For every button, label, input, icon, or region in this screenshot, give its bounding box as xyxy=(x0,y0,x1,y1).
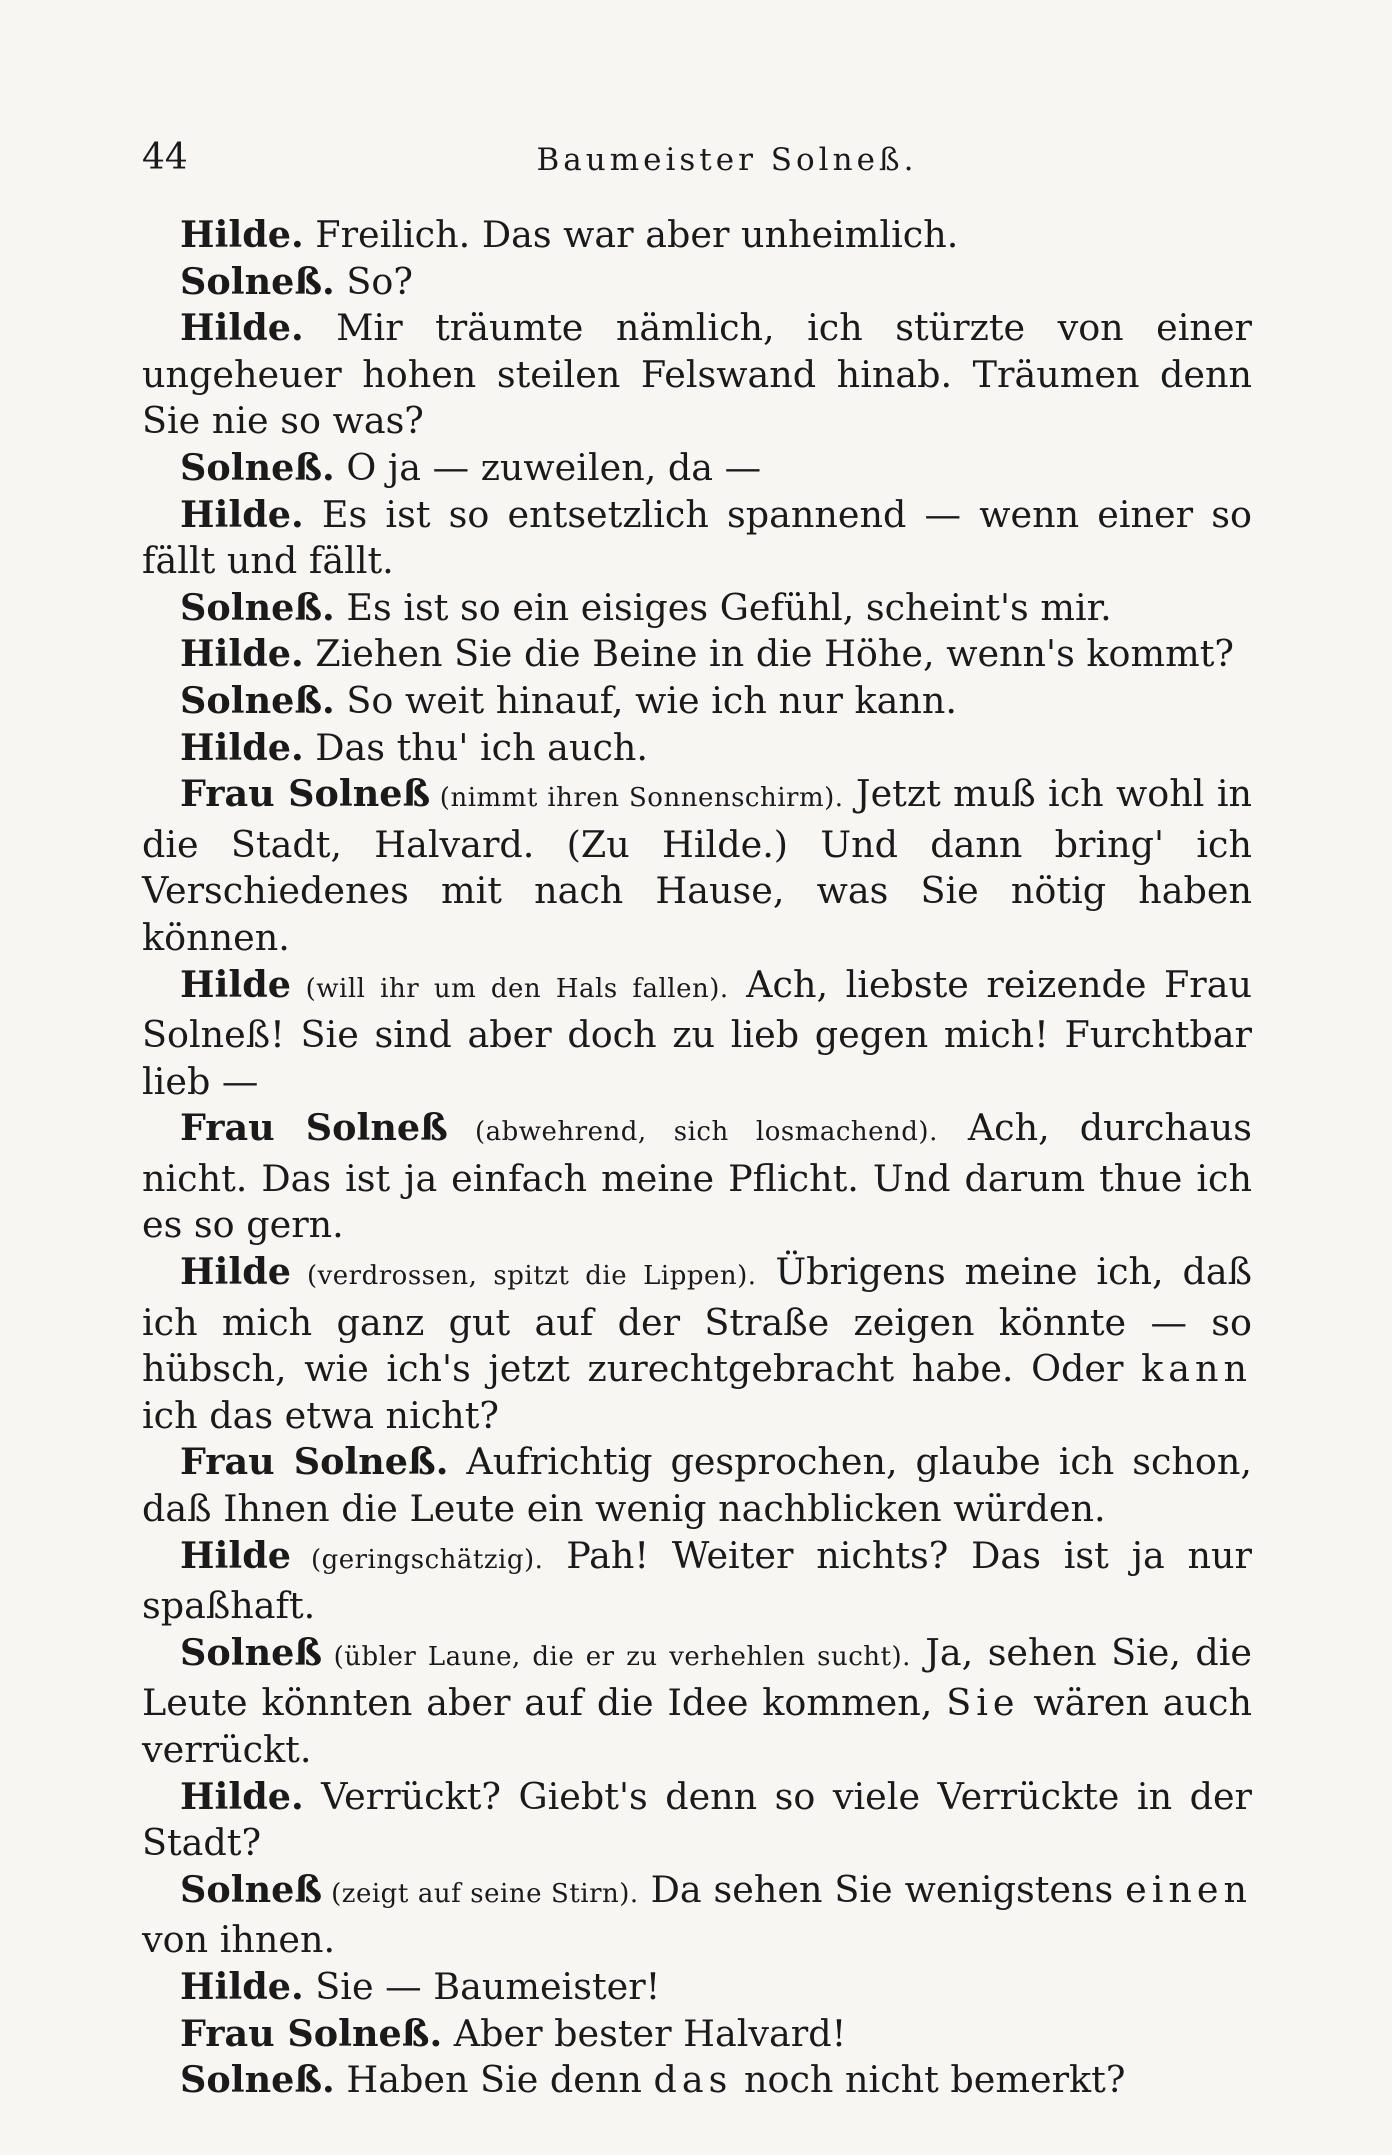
speech-text: Sie — Baumeister! xyxy=(303,1964,661,2008)
dialogue-paragraph xyxy=(142,631,1252,678)
dialogue-paragraph xyxy=(142,1964,1252,2011)
speech-text: Übrigens meine ich, daß ich mich ganz gut auf der Straße zeigen könnte — so hübsch, wie ich's jetzt zurechtgebracht habe. Oder xyxy=(142,1250,1252,1391)
dialogue-paragraph xyxy=(142,445,1252,492)
speech-text: Es ist so ein eisiges Gefühl, scheint's mir. xyxy=(334,585,1112,629)
speech-text: noch nicht bemerkt? xyxy=(732,2058,1126,2102)
speaker-name: Hilde xyxy=(180,1533,291,1577)
speech-text: von ihnen. xyxy=(142,1918,336,1962)
speaker-name: Hilde. xyxy=(180,632,304,676)
dialogue-paragraph xyxy=(142,1105,1252,1249)
running-title: Baumeister Solneß. xyxy=(536,142,918,178)
stage-direction: (zeigt auf seine Stirn). xyxy=(322,1878,639,1909)
dialogue-paragraph xyxy=(142,1774,1252,1867)
speech-text: Aufrichtig gesprochen, glaube ich schon, daß Ihnen die Leute ein wenig nachblicken würden. xyxy=(142,1440,1252,1531)
speech-text: Ach, liebste reizende Frau Solneß! Sie sind aber doch zu lieb gegen mich! Furchtbar lieb — xyxy=(142,962,1252,1103)
speaker-name: Solneß. xyxy=(180,678,335,722)
speech-text: wären auch verrückt. xyxy=(142,1681,1252,1771)
speech-text: Freilich. Das war aber unheimlich. xyxy=(303,213,959,256)
speech-text: Ja, sehen Sie, die Leute könnten aber auf die Idee kommen, xyxy=(142,1630,1253,1725)
dialogue-paragraph xyxy=(142,1630,1252,1774)
speaker-name: Solneß xyxy=(180,1867,323,1911)
speech-text: O ja — zuweilen, da — xyxy=(334,445,762,489)
stage-direction: (verdrossen, spitzt die Lippen). xyxy=(290,1261,757,1292)
dialogue-paragraph xyxy=(142,585,1252,632)
speaker-name: Frau Solneß. xyxy=(180,2011,443,2055)
speech-text: ich das etwa nicht? xyxy=(142,1393,499,1437)
speech-text: Ziehen Sie die Beine in die Höhe, wenn's kommt? xyxy=(303,632,1234,676)
speaker-name: Solneß. xyxy=(180,585,335,629)
speech-text: Pah! Weiter nichts? Das ist ja nur spaßhaft. xyxy=(142,1533,1252,1628)
dialogue-paragraph xyxy=(142,259,1252,306)
speaker-name: Solneß. xyxy=(180,2058,335,2102)
speaker-name: Hilde. xyxy=(180,492,304,536)
speaker-name: Solneß. xyxy=(180,445,335,489)
emphasized-word: kann xyxy=(1141,1347,1252,1391)
speech-text: So weit hinauf, wie ich nur kann. xyxy=(334,678,958,722)
stage-direction: (geringschätzig). xyxy=(290,1544,544,1575)
speech-text: Das thu' ich auch. xyxy=(303,725,648,769)
speaker-name: Hilde. xyxy=(180,725,304,769)
dialogue-paragraph xyxy=(142,1867,1252,1964)
speech-text: Haben Sie denn xyxy=(334,2058,654,2102)
speaker-name: Solneß. xyxy=(180,259,335,303)
speech-text: Jetzt muß ich wohl in die Stadt, Halvard. (Zu Hilde.) Und dann bring' ich Verschiedenes mit nach Hause, was Sie nötig haben können. xyxy=(142,772,1252,959)
speech-text: Aber bester Halvard! xyxy=(442,2011,847,2055)
speaker-name: Frau Solneß. xyxy=(180,1440,449,1484)
speaker-name: Frau Solneß xyxy=(180,1106,448,1150)
speech-text: Verrückt? Giebt's denn so viele Verrückte in der Stadt? xyxy=(142,1774,1252,1865)
emphasized-word: Sie xyxy=(946,1681,1020,1725)
dialogue-paragraph xyxy=(142,492,1252,585)
stage-direction: (übler Laune, die er zu verhehlen sucht). xyxy=(322,1641,911,1672)
dialogue-paragraph xyxy=(142,212,1252,259)
speaker-name: Hilde xyxy=(180,962,291,1006)
dialogue-paragraph xyxy=(142,1533,1252,1630)
speaker-name: Hilde xyxy=(180,1250,291,1294)
speaker-name: Solneß xyxy=(180,1630,323,1674)
stage-direction: (will ihr um den Hals fallen). xyxy=(290,973,729,1004)
page-number: 44 xyxy=(142,137,188,178)
speech-text: So? xyxy=(334,259,413,303)
speaker-name: Hilde. xyxy=(180,213,304,256)
emphasized-word: einen xyxy=(1125,1867,1252,1911)
speech-text: Da sehen Sie wenigstens xyxy=(638,1867,1126,1911)
play-text xyxy=(142,212,1252,2104)
dialogue-paragraph xyxy=(142,2057,1252,2104)
speaker-name: Hilde. xyxy=(180,306,304,350)
stage-direction: (abwehrend, sich losmachend). xyxy=(447,1117,938,1148)
speaker-name: Frau Solneß xyxy=(180,772,431,816)
dialogue-paragraph xyxy=(142,771,1252,961)
page-header xyxy=(142,138,1252,188)
dialogue-paragraph xyxy=(142,678,1252,725)
speaker-name: Hilde. xyxy=(180,1964,304,2008)
dialogue-paragraph xyxy=(142,1439,1252,1532)
dialogue-paragraph xyxy=(142,962,1252,1106)
speech-text: Ach, durchaus nicht. Das ist ja einfach meine Pflicht. Und darum thue ich es so gern. xyxy=(142,1106,1252,1247)
dialogue-paragraph xyxy=(142,725,1252,772)
dialogue-paragraph xyxy=(142,1249,1252,1439)
speaker-name: Hilde. xyxy=(180,1774,304,1818)
dialogue-paragraph xyxy=(142,2011,1252,2058)
speech-text: Es ist so entsetzlich spannend — wenn einer so fällt und fällt. xyxy=(142,492,1252,583)
dialogue-paragraph xyxy=(142,305,1252,445)
stage-direction: (nimmt ihren Sonnenschirm). xyxy=(430,783,844,814)
speech-text: Mir träumte nämlich, ich stürzte von einer ungeheuer hohen steilen Felswand hinab. Träumen denn Sie nie so was? xyxy=(142,306,1252,443)
emphasized-word: das xyxy=(653,2058,733,2102)
